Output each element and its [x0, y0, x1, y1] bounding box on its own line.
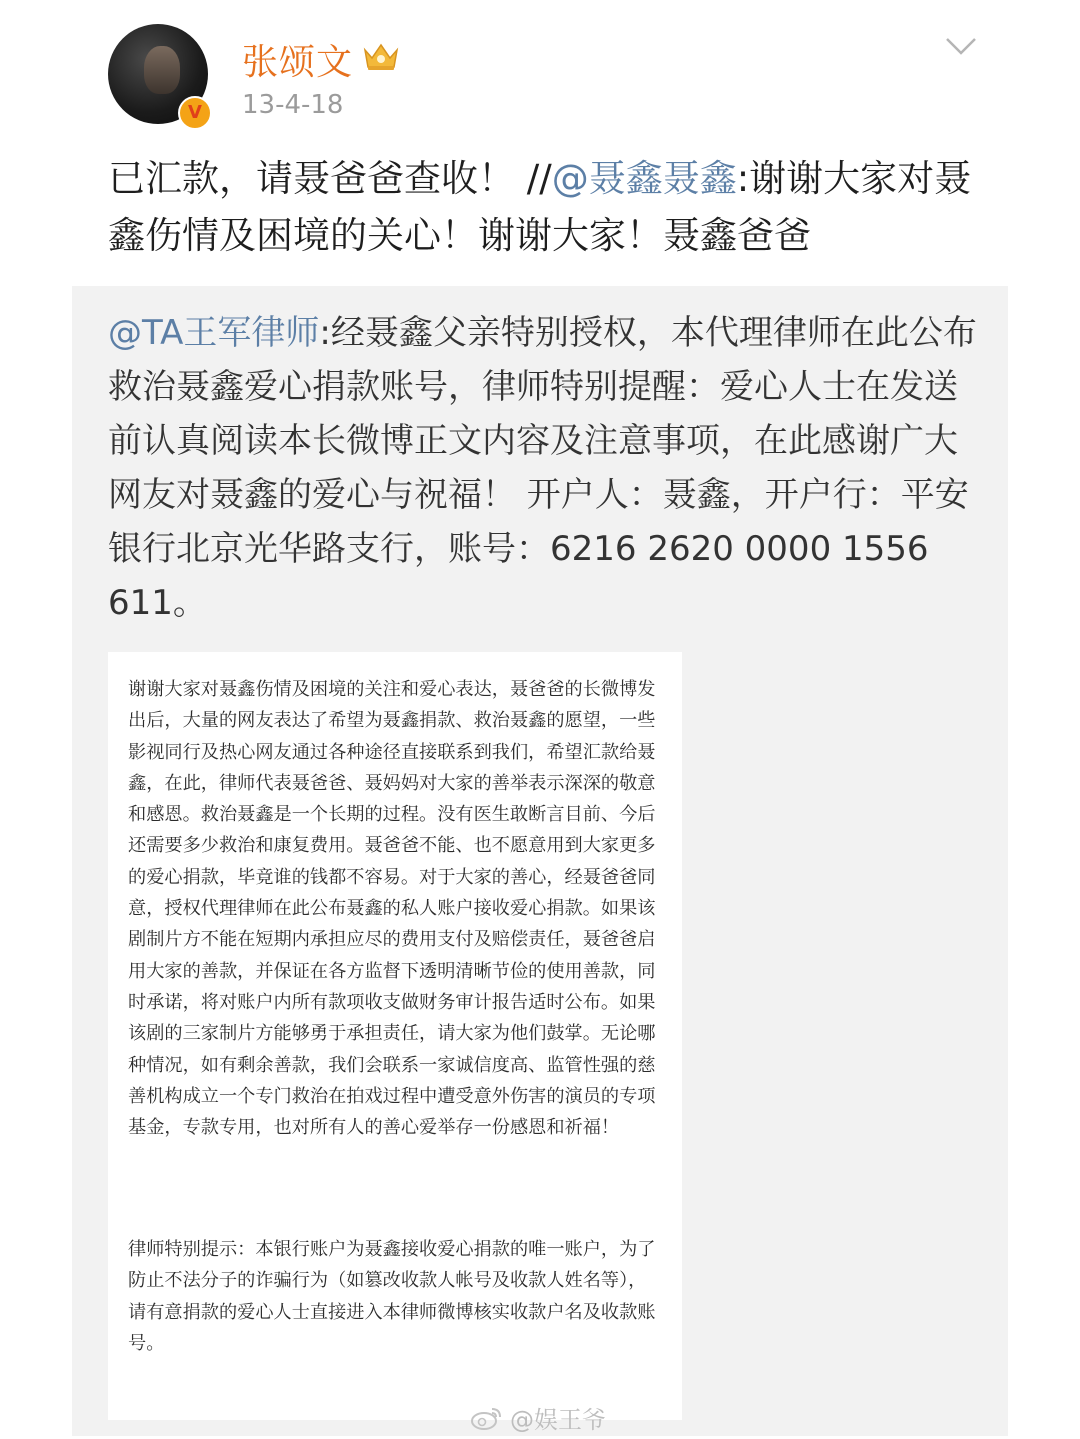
- user-name[interactable]: 张颂文: [242, 42, 354, 83]
- long-weibo-image[interactable]: [108, 652, 682, 1420]
- post-text-suffix: :谢谢大家对聂鑫伤情及困境的关心！谢谢大家！聂鑫爸爸: [108, 157, 972, 257]
- long-image-paragraph-2: 律师特别提示：本银行账户为聂鑫接收爱心捐款的唯一账户，为了防止不法分子的诈骗行为（如篡改收款人帐号及收款人姓名等），请有意捐款的爱心人士直接进入本律师微博核实收款户名及收款账号。: [128, 1239, 656, 1354]
- watermark: [470, 1400, 606, 1435]
- repost-mention-link[interactable]: @TA王军律师: [108, 313, 320, 353]
- repost-body: :经聂鑫父亲特别授权，本代理律师在此公布救治聂鑫爱心捐款账号，律师特别提醒：爱心人士在发送前认真阅读本长微博正文内容及注意事项，在此感谢广大网友对聂鑫的爱心与祝福！ 开户人：聂鑫，开户行：平安银行北京光华路支行，账号：6216 2620 0000 1556 611。: [108, 313, 977, 623]
- post-time: 13-4-18: [242, 90, 344, 120]
- crown-icon: [362, 40, 400, 72]
- chevron-down-icon[interactable]: [944, 34, 978, 58]
- post-header: [0, 0, 1080, 140]
- weibo-logo-icon: [470, 1405, 504, 1431]
- verified-badge-icon: V: [178, 96, 212, 130]
- long-image-paragraph-1: 谢谢大家对聂鑫伤情及困境的关注和爱心表达，聂爸爸的长微博发出后，大量的网友表达了希望为聂鑫捐款、救治聂鑫的愿望，一些影视同行及热心网友通过各种途径直接联系到我们，希望汇款给聂鑫，在此，律师代表聂爸爸、聂妈妈对大家的善举表示深深的敬意和感恩。救治聂鑫是一个长期的过程。没有医生敢断言目前、今后还需要多少救治和康复费用。聂爸爸不能、也不愿意用到大家更多的爱心捐款，毕竟谁的钱都不容易。对于大家的善心，经聂爸爸同意，授权代理律师在此公布聂鑫的私人账户接收爱心捐款。如果该剧制片方不能在短期内承担应尽的费用支付及赔偿责任，聂爸爸启用大家的善款，并保证在各方监督下透明清晰节俭的使用善款，同时承诺，将对账户内所有款项收支做财务审计报告适时公布。如果该剧的三家制片方能够勇于承担责任，请大家为他们鼓掌。无论哪种情况，如有剩余善款，我们会联系一家诚信度高、监管性强的慈善机构成立一个专门救治在拍戏过程中遭受意外伤害的演员的专项基金，专款专用，也对所有人的善心爱举存一份感恩和祈福！: [128, 679, 656, 1139]
- post-text-prefix: 已汇款，请聂爸爸查收！ //: [108, 157, 552, 200]
- repost-text: [108, 306, 978, 630]
- watermark-text: @娱王爷: [510, 1406, 606, 1434]
- avatar-face: [144, 46, 180, 94]
- mention-link[interactable]: @聂鑫聂鑫: [551, 157, 737, 200]
- post-text: [108, 150, 988, 264]
